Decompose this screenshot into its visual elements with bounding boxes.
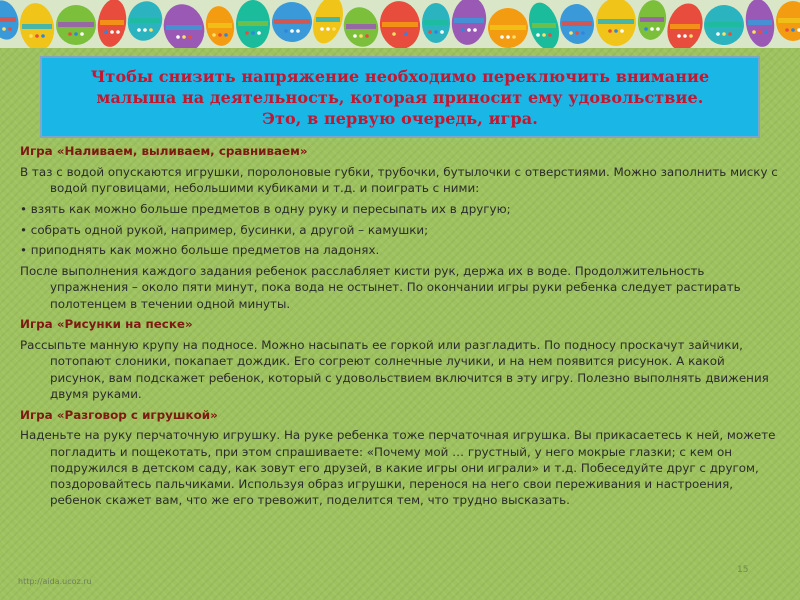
decorative-egg-dot <box>650 27 654 31</box>
banner-line-2: малыша на деятельность, которая приносит ему удовольствие. <box>96 87 704 107</box>
decorative-egg-dot <box>218 33 222 37</box>
decorative-egg-dot <box>398 32 402 36</box>
decorative-egg-band <box>316 17 340 22</box>
decorative-egg-band <box>346 24 376 29</box>
decorative-egg-dot <box>614 29 618 33</box>
decorative-egg-dot <box>182 35 186 39</box>
game-2-title: Игра «Рисунки на песке» <box>20 317 193 332</box>
decorative-egg-dot <box>500 35 504 39</box>
slide-content <box>20 143 780 513</box>
decorative-egg-border <box>0 0 800 48</box>
decorative-egg-dot <box>467 28 471 32</box>
decorative-egg-band <box>382 22 418 27</box>
decorative-egg-dot <box>656 27 660 31</box>
decorative-egg-dot <box>791 28 795 32</box>
decorative-egg-dot <box>41 34 45 38</box>
decorative-egg-dot <box>689 34 693 38</box>
decorative-egg-dot <box>29 34 33 38</box>
decorative-egg-dot <box>512 35 516 39</box>
decorative-egg-band <box>670 24 700 29</box>
decorative-egg-dot <box>212 33 216 37</box>
decorative-egg-dot <box>722 32 726 36</box>
decorative-egg-dot <box>290 29 294 33</box>
decorative-egg-dot <box>620 29 624 33</box>
decorative-egg-dot <box>116 30 120 34</box>
decorative-egg-dot <box>677 34 681 38</box>
decorative-egg-dot <box>176 35 180 39</box>
decorative-egg-dot <box>569 31 573 35</box>
decorative-egg-dot <box>365 34 369 38</box>
game-3-description: Наденьте на руку перчаточную игрушку. На руке ребенка тоже перчаточная игрушка. Вы прикасаетесь к ней, можете погладить и пощекотать, при этом спрашиваете: «Почему мой … грустный, у него мокрые глазки; с кем он подружился в детском саду, как зовут его друзей, в какие игры они играли» и т.д. Побеседуйте друг с другом, поздоровайтесь пальчиками. Используя образ игрушки, перенося на него свои переживания и настроения, ребенок скажет вам, что же его тревожит, поделится тем, что трудно высказать. <box>20 428 776 508</box>
decorative-egg-dot <box>473 28 477 32</box>
decorative-egg-dot <box>251 31 255 35</box>
decorative-egg-band <box>130 18 160 23</box>
game-1-conclusion: После выполнения каждого задания ребенок расслабляет кисти рук, держа их в воде. Продолжительность упражнения – около пяти минут, пока вода не остынет. По окончании игры руки ребенка следует растирать полотенцем в течении одной минуты. <box>20 264 741 311</box>
decorative-egg-band <box>748 20 772 25</box>
decorative-egg-band <box>22 24 52 29</box>
decorative-egg-dot <box>581 31 585 35</box>
decorative-egg-band <box>208 23 232 28</box>
decorative-egg-dot <box>2 27 6 31</box>
decorative-egg-band <box>0 17 16 22</box>
game-1-description: В таз с водой опускаются игрушки, поролоновые губки, трубочки, бутылочки с отверстиями. Можно заполнить миску с водой пуговицами, небольшими кубиками и т.д. и поиграть с ними: <box>20 164 778 195</box>
decorative-egg-dot <box>536 33 540 37</box>
decorative-egg-dot <box>110 30 114 34</box>
decorative-egg-dot <box>548 33 552 37</box>
banner-line-3: Это, в первую очередь, игра. <box>262 108 538 128</box>
game-3-title: Игра «Разговор с игрушкой» <box>20 407 218 422</box>
decorative-egg-dot <box>428 30 432 34</box>
decorative-egg-dot <box>644 27 648 31</box>
decorative-egg-band <box>598 19 634 24</box>
banner-line-1: Чтобы снизить напряжение необходимо переключить внимание <box>90 66 710 86</box>
decorative-egg-dot <box>785 28 789 32</box>
decorative-egg-band <box>706 22 742 27</box>
decorative-egg-dot <box>104 30 108 34</box>
decorative-egg-dot <box>440 30 444 34</box>
decorative-egg-dot <box>542 33 546 37</box>
game-2-description: Рассыпьте манную крупу на подносе. Можно насыпать ее горкой или разгладить. По подносу проскачут зайчики, потопают слоники, покапает дождик. Его согреют солнечные лучики, и на нем появится рисунок. А какой рисунок, вам подскажет ребенок, который с удовольствием включится в эту игру. Полезно выполнять движения двумя руками. <box>20 338 769 401</box>
decorative-egg-dot <box>461 28 465 32</box>
decorative-egg-dot <box>506 35 510 39</box>
decorative-egg-band <box>424 20 448 25</box>
decorative-egg-dot <box>332 27 336 31</box>
decorative-egg-band <box>454 18 484 23</box>
decorative-egg-dot <box>257 31 261 35</box>
decorative-egg-dot <box>764 30 768 34</box>
decorative-egg-dot <box>716 32 720 36</box>
decorative-egg-band <box>532 23 556 28</box>
decorative-egg-band <box>166 25 202 30</box>
decorative-egg-band <box>490 25 526 30</box>
decorative-egg-dot <box>320 27 324 31</box>
footer-url: http://aida.ucoz.ru <box>18 577 92 586</box>
game-1-bullet-2: • собрать одной рукой, например, бусинки, а другой – камушки; <box>20 222 429 237</box>
decorative-egg-band <box>778 18 800 23</box>
decorative-egg-dot <box>404 32 408 36</box>
decorative-egg-dot <box>683 34 687 38</box>
decorative-egg-band <box>640 17 664 22</box>
decorative-egg-dot <box>68 32 72 36</box>
decorative-egg-dot <box>353 34 357 38</box>
decorative-egg-dot <box>296 29 300 33</box>
decorative-egg-dot <box>758 30 762 34</box>
decorative-egg-band <box>58 22 94 27</box>
decorative-egg-dot <box>326 27 330 31</box>
decorative-egg-dot <box>8 27 12 31</box>
game-1-bullet-3: • приподнять как можно больше предметов на ладонях. <box>20 243 380 258</box>
game-1-bullet-1: • взять как можно больше предметов в одну руку и пересыпать их в другую; <box>20 201 511 216</box>
decorative-egg-dot <box>188 35 192 39</box>
decorative-egg-dot <box>608 29 612 33</box>
decorative-egg-dot <box>74 32 78 36</box>
decorative-egg-band <box>238 21 268 26</box>
decorative-egg-dot <box>359 34 363 38</box>
game-1-title: Игра «Наливаем, выливаем, сравниваем» <box>20 144 308 158</box>
decorative-egg-dot <box>149 28 153 32</box>
decorative-egg-dot <box>137 28 141 32</box>
intro-banner <box>40 56 760 138</box>
decorative-egg-band <box>562 21 592 26</box>
decorative-egg-band <box>274 19 310 24</box>
decorative-egg-dot <box>143 28 147 32</box>
decorative-egg-dot <box>575 31 579 35</box>
decorative-egg-dot <box>728 32 732 36</box>
page-number: 15 <box>737 565 749 575</box>
decorative-egg-band <box>100 20 124 25</box>
decorative-egg-dot <box>80 32 84 36</box>
decorative-egg-dot <box>224 33 228 37</box>
decorative-egg-dot <box>35 34 39 38</box>
decorative-egg-dot <box>752 30 756 34</box>
decorative-egg-dot <box>284 29 288 33</box>
decorative-egg-dot <box>245 31 249 35</box>
decorative-egg-dot <box>434 30 438 34</box>
decorative-egg-dot <box>392 32 396 36</box>
